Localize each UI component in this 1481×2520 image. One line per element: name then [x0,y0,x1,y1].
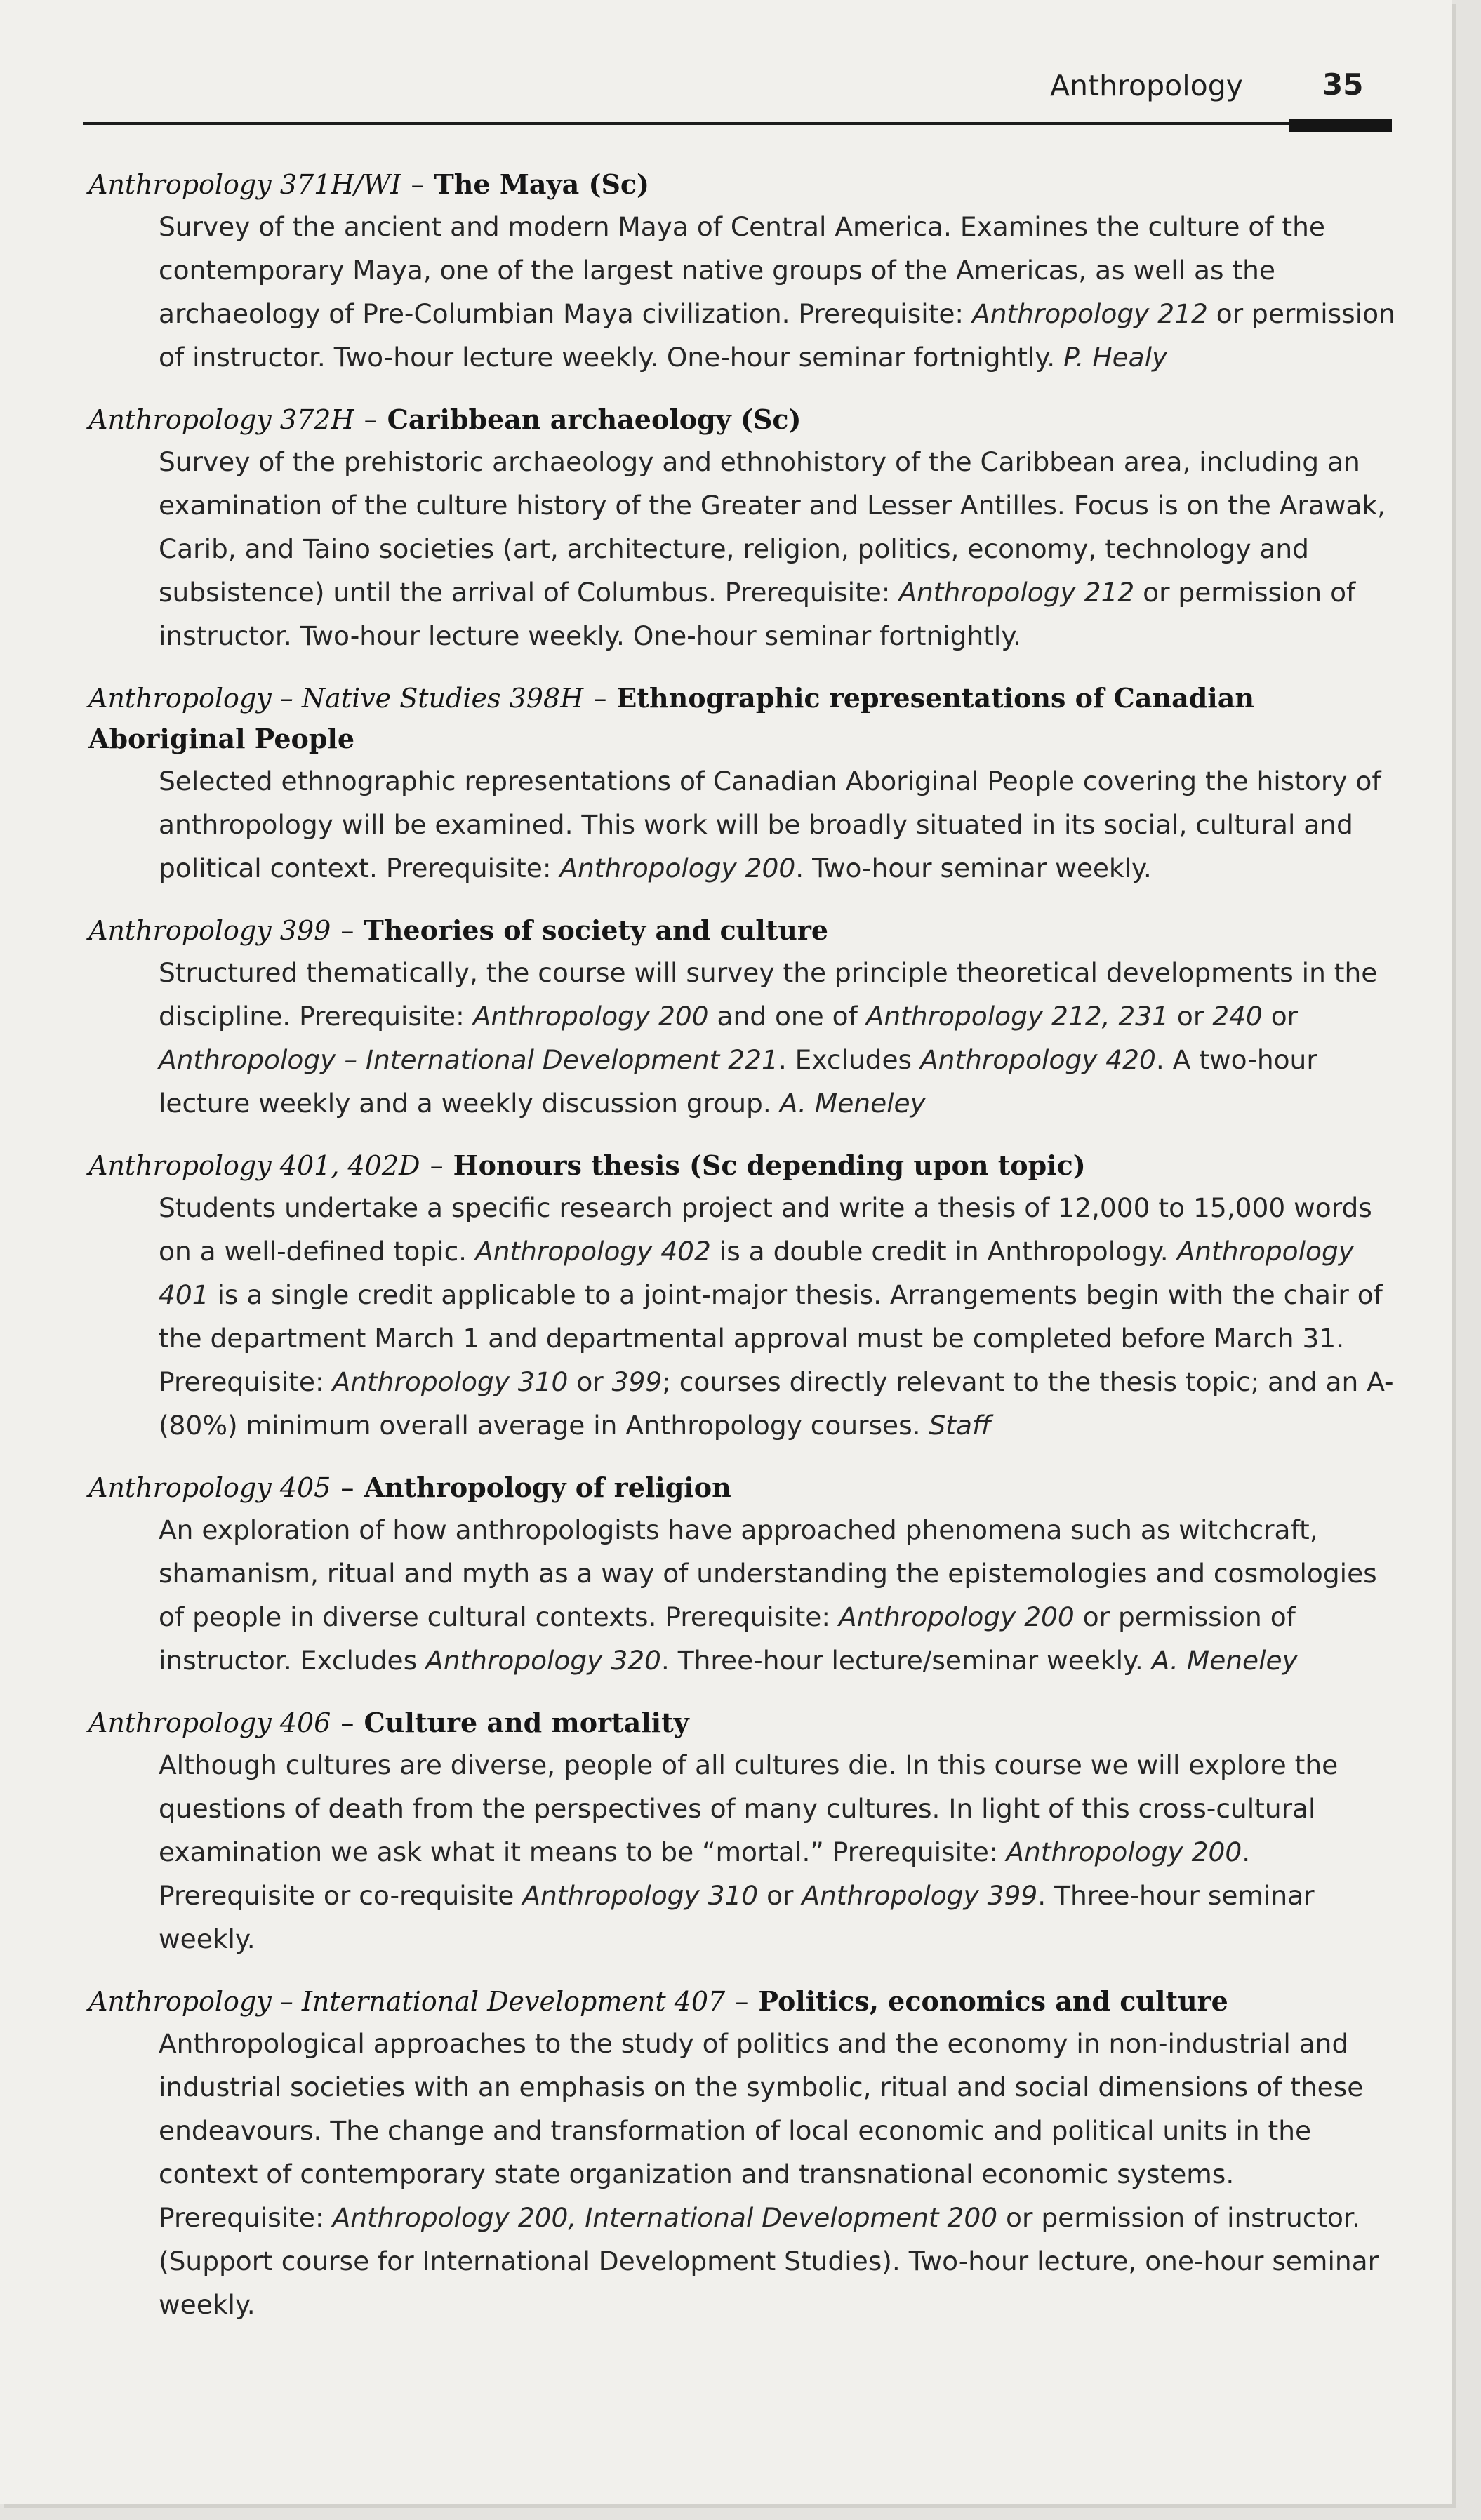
course-code: Anthropology – International Development 407 [88,1986,726,2017]
title-separator: – [421,1150,452,1181]
course-name: Ethnographic representations of Canadian Aboriginal People [88,682,1254,754]
course-title [86,1981,1405,2022]
description-run: is a single credit applicable to a joint-major thesis. Arrangements begin with the chair of the department March 1 and departmental approval must be completed before March 31. Prerequisite: [159,1279,1383,1397]
description-run: Students undertake a specific research project and write a thesis of 12,000 to 15,000 words on a well-defined topic. [159,1192,1372,1267]
course-code: Anthropology 405 [88,1472,331,1503]
description-italic-run: Anthropology 212, 231 [865,1001,1169,1032]
course-code: Anthropology – Native Studies 398H [88,683,584,714]
course-entry [86,399,1405,658]
description-run: Although cultures are diverse, people of all cultures die. In this course we will explore the questions of death from the perspectives of many cultures. In light of this cross-cultural examination we ask what it means to be “mortal.” Prerequisite: [159,1749,1339,1867]
course-name: Caribbean archaeology (Sc) [387,404,802,435]
description-italic-run: Anthropology 200 [472,1001,709,1032]
course-code: Anthropology 399 [88,915,331,946]
header-rule [83,122,1390,125]
running-header-section: Anthropology [1050,69,1244,102]
course-description [86,2022,1405,2326]
course-name: Theories of society and culture [364,914,829,946]
course-title [86,678,1405,759]
description-italic-run: Anthropology 420 [920,1044,1156,1075]
title-separator: – [332,1707,363,1738]
description-run: An exploration of how anthropologists have approached phenomena such as witchcraft, shamanism, ritual and myth as a way of understanding the epistemologies and cosmologies of people in diverse cultural contexts. Prerequisite: [159,1514,1377,1632]
description-run: . Two-hour seminar weekly. [795,853,1152,884]
course-title [86,399,1405,440]
title-separator: – [585,683,616,714]
description-run: or permission of instructor. Two-hour lecture weekly. One-hour seminar fortnightly. [159,577,1356,651]
course-description [86,951,1405,1125]
description-run: or [1262,1001,1299,1032]
description-run: . A two-hour lecture weekly and a weekly discussion group. [159,1044,1317,1119]
description-run: . Three-hour lecture/seminar weekly. [660,1645,1152,1676]
description-run: or permission of instructor. (Support course for International Development Studies). Two-hour lecture, one-hour seminar weekly. [159,2202,1379,2320]
header-bar [1289,119,1392,132]
course-entry [86,910,1405,1125]
description-run: ; courses directly relevant to the thesis topic; and an A- (80%) minimum overall average in Anthropology courses. [159,1366,1394,1441]
page-number: 35 [1322,67,1364,102]
title-separator: – [355,404,386,435]
course-entry [86,1467,1405,1682]
course-name: The Maya (Sc) [434,168,649,200]
description-run: is a double credit in Anthropology. [710,1236,1177,1267]
description-italic-run: 399 [611,1366,663,1397]
description-italic-run: Anthropology 401 [159,1236,1354,1310]
description-run: or [758,1880,802,1911]
description-run: . Three-hour seminar weekly. [159,1880,1315,1954]
description-italic-run: P. Healy [1063,342,1168,373]
course-title [86,910,1405,951]
course-description [86,759,1405,890]
course-description [86,1743,1405,1961]
description-run: or [568,1366,612,1397]
description-run: Survey of the prehistoric archaeology and ethnohistory of the Caribbean area, including an examination of the culture history of the Greater and Lesser Antilles. Focus is on the Arawak, Carib, and Taino societies (art, architecture, religion, politics, economy, technology and subsistence) until the arrival of Columbus. Prerequisite: [159,446,1386,608]
description-italic-run: Anthropology 200 [1006,1836,1242,1867]
course-entry [86,678,1405,890]
description-italic-run: Anthropology 200 [559,853,796,884]
description-run: or [1169,1001,1213,1032]
description-run: Anthropological approaches to the study of politics and the economy in non-industrial and industrial societies with an emphasis on the symbolic, ritual and social dimensions of these endeavours. The change and transformation of local economic and political units in the context of contemporary state organization and transnational economic systems. Prerequisite: [159,2028,1364,2233]
description-run: Structured thematically, the course will survey the principle theoretical developments in the discipline. Prerequisite: [159,957,1378,1032]
description-italic-run: A. Meneley [1151,1645,1298,1676]
description-italic-run: Anthropology – International Development 221 [159,1044,778,1075]
description-italic-run: Anthropology 200 [838,1601,1075,1632]
course-description [86,205,1405,379]
description-run: Selected ethnographic representations of Canadian Aboriginal People covering the history of anthropology will be examined. This work will be broadly situated in its social, cultural and political context. Prerequisite: [159,766,1381,884]
description-run: or permission of instructor. Excludes [159,1601,1296,1676]
description-italic-run: Anthropology 399 [802,1880,1038,1911]
description-italic-run: Staff [929,1410,992,1441]
title-separator: – [332,1472,363,1503]
description-run: . Prerequisite or co-requisite [159,1836,1251,1911]
description-italic-run: Anthropology 200, International Development 200 [332,2202,998,2233]
course-description [86,440,1405,658]
title-separator: – [402,169,433,200]
description-italic-run: Anthropology 212 [898,577,1135,608]
course-name: Anthropology of religion [364,1472,731,1503]
description-italic-run: Anthropology 310 [522,1880,759,1911]
description-run: . Excludes [778,1044,921,1075]
course-entry [86,1981,1405,2326]
description-italic-run: Anthropology 212 [971,298,1208,329]
course-title [86,1145,1405,1186]
course-name: Honours thesis (Sc depending upon topic) [453,1149,1086,1181]
course-code: Anthropology 406 [88,1707,331,1738]
course-code: Anthropology 372H [88,404,354,435]
course-code: Anthropology 401, 402D [88,1150,420,1181]
description-italic-run: Anthropology 402 [475,1236,711,1267]
course-title [86,1702,1405,1743]
course-title [86,164,1405,205]
course-title [86,1467,1405,1508]
description-italic-run: 240 [1212,1001,1263,1032]
course-code: Anthropology 371H/WI [88,169,401,200]
course-entry [86,1145,1405,1447]
description-italic-run: A. Meneley [779,1088,926,1119]
description-italic-run: Anthropology 320 [425,1645,661,1676]
course-entry [86,164,1405,379]
description-run: or permission of instructor. Two-hour lecture weekly. One-hour seminar fortnightly. [159,298,1395,373]
title-separator: – [726,1986,757,2017]
course-name: Culture and mortality [364,1707,689,1738]
course-name: Politics, economics and culture [758,1985,1228,2017]
description-italic-run: Anthropology 310 [332,1366,569,1397]
title-separator: – [332,915,363,946]
course-entry [86,1702,1405,1961]
description-run: Survey of the ancient and modern Maya of Central America. Examines the culture of the contemporary Maya, one of the largest native groups of the Americas, as well as the archaeology of Pre-Columbian Maya civilization. Prerequisite: [159,211,1325,329]
course-description [86,1186,1405,1447]
course-list [86,164,1405,2347]
course-description [86,1508,1405,1682]
description-run: and one of [708,1001,866,1032]
